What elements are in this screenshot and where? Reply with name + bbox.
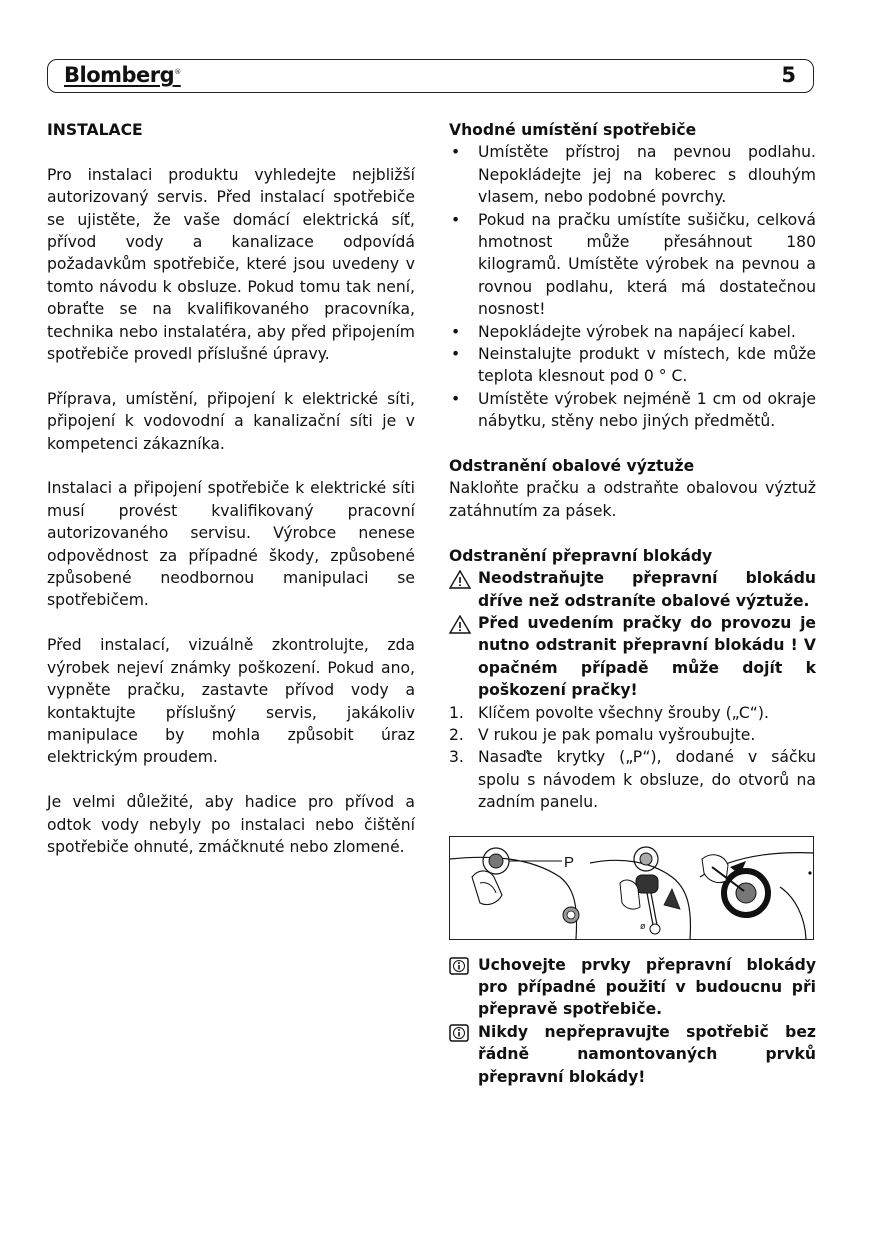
paragraph: Před instalací, vizuálně zkontrolujte, zda výrobek nejeví známky poškození. Pokud ano, vypněte pračku, zastavte přívod vody a kontaktujte příslušný servis, jakákoliv manipulace by mohla způsobit úraz elektrickým proudem. (47, 636, 415, 767)
warning-text: Před uvedením pračky do provozu je nutno odstranit přepravní blokádu ! V opačném případě může dojít k poškození pračky! (478, 613, 816, 700)
step-item: 3. Nasaďte krytky („P“), dodané v sáčku spolu s návodem k obsluze, do otvorů na zadním panelu. (449, 748, 816, 812)
paragraph: Pro instalaci produktu vyhledejte nejbližší autorizovaný servis. Před instalací spotřebiče se ujistěte, že vaše domácí elektrická síť, přívod vody a kanalizace odpovídá požadavkům spotřebiče, které jsou uvedeny v tomto návodu k obsluze. Pokud tomu tak není, obraťte se na kvalifikovaného pracovníka, technika nebo instalatéra, aby před připojením spotřebiče provedl příslušné úpravy. (47, 165, 415, 364)
info-note (449, 954, 816, 1021)
warning-text: Neodstraňujte přepravní blokádu dříve než odstraníte obalové výztuže. (478, 569, 816, 610)
list-item: • Nepokládejte výrobek na napájecí kabel. (449, 321, 816, 343)
left-column (47, 119, 415, 858)
warning-triangle-icon (449, 570, 471, 589)
list-item: • Neinstalujte produkt v místech, kde může teplota klesnout pod 0 ° C. (449, 343, 816, 388)
info-text: Uchovejte prvky přepravní blokády pro případné použití v budoucnu při přepravě spotřebiče. (478, 955, 816, 1019)
info-icon (449, 1024, 469, 1042)
transport-lock-heading: Odstranění přepravní blokády (449, 546, 713, 565)
list-item: • Umístěte přístroj na pevnou podlahu. Nepokládejte jej na koberec s dlouhým vlasem, nebo podobné povrchy. (449, 141, 816, 208)
steps-list (449, 702, 816, 814)
paragraph: Příprava, umístění, připojení k elektrické síti, připojení k vodovodní a kanalizační síti je v kompetenci zákazníka. (47, 389, 415, 453)
step-item: 1. Klíčem povolte všechny šrouby („C“). (449, 703, 769, 722)
step-item: 2. V rukou je pak pomalu vyšroubujte. (449, 725, 756, 744)
right-column (449, 119, 816, 1088)
page-header (47, 59, 814, 93)
paragraph: Instalaci a připojení spotřebiče k elektrické síti musí provést kvalifikovaný pracovní autorizovaného servisu. Výrobce nenese odpovědnost za případné škody, způsobené způsobené neodbornou manipulaci se spotřebičem. (47, 479, 415, 610)
paragraph: Nakloňte pračku a odstraňte obalovou výztuž zatáhnutím za pásek. (449, 479, 816, 520)
warning-triangle-icon (449, 615, 471, 634)
list-item: • Umístěte výrobek nejméně 1 cm od okraje nábytku, stěny nebo jiných předmětů. (449, 388, 816, 433)
warning-note (449, 567, 816, 612)
transport-lock-illustration (449, 836, 814, 940)
packaging-heading: Odstranění obalové výztuže (449, 457, 695, 476)
figure-small-label: ø (640, 920, 646, 931)
illustration-drawing (450, 837, 815, 941)
info-text: Nikdy nepřepravujte spotřebič bez řádně namontovaných prvků přepravní blokády! (478, 1022, 816, 1086)
placement-heading: Vhodné umístění spotřebiče (449, 121, 697, 139)
list-item: • Pokud na pračku umístíte sušičku, celková hmotnost může přesáhnout 180 kilogramů. Umístěte výrobek na pevnou a rovnou podlahu, která má dostatečnou nosnost! (449, 209, 816, 321)
info-icon (449, 957, 469, 975)
warning-note (449, 612, 816, 702)
page-number: 5 (781, 63, 796, 87)
figure-label-p: P (564, 853, 575, 871)
placement-list (449, 141, 816, 432)
brand-logo: Blomberg® (64, 63, 181, 87)
paragraph: Je velmi důležité, aby hadice pro přívod a odtok vody nebyly po instalaci nebo čištění spotřebiče ohnuté, zmáčknuté nebo zlomené. (47, 793, 415, 856)
section-heading-instalace: INSTALACE (47, 121, 143, 139)
info-note (449, 1021, 816, 1088)
